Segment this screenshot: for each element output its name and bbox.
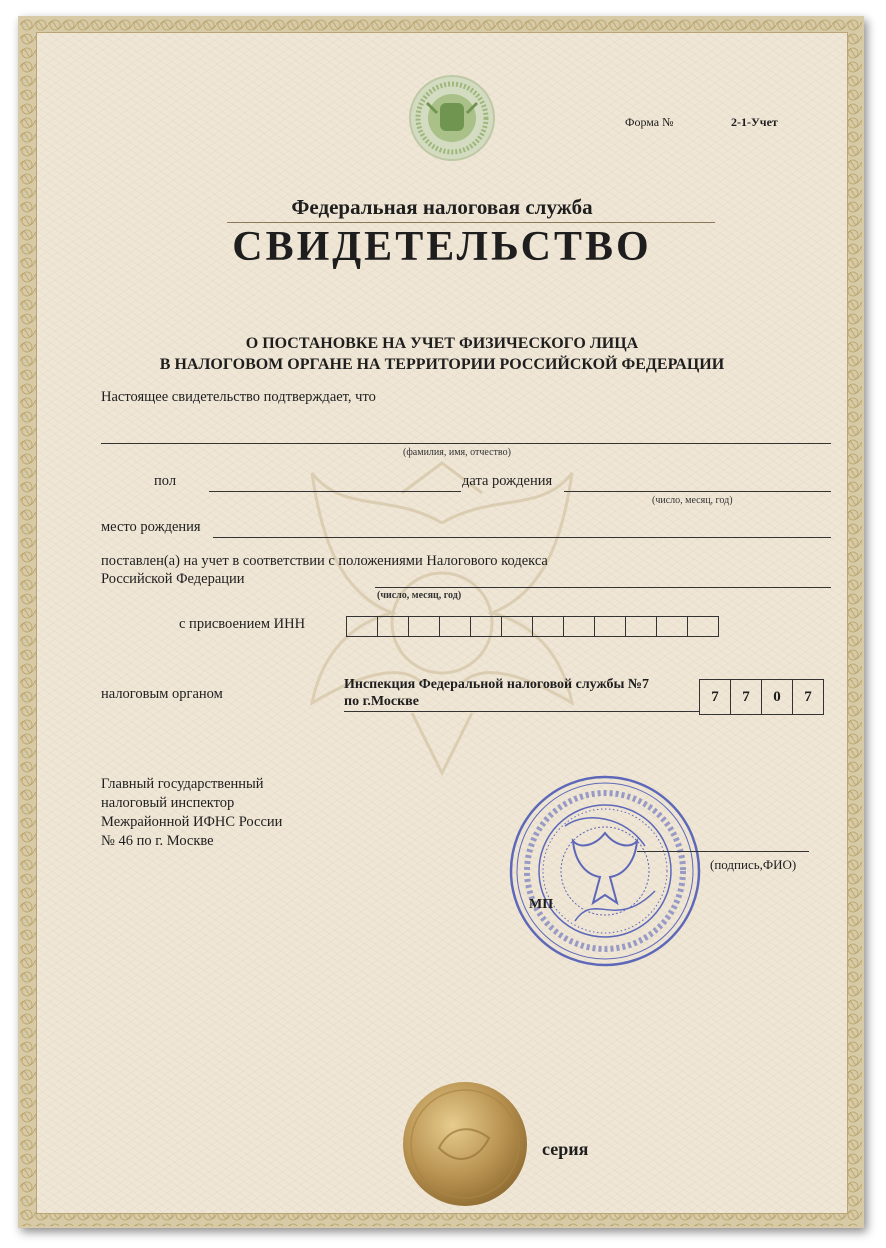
tax-code-digit: 7 — [792, 679, 824, 715]
certificate-sheet — [18, 16, 864, 1228]
certificate-body — [36, 32, 848, 1214]
signature-caption: (подпись,ФИО) — [710, 857, 797, 872]
birth-place-label: место рождения — [101, 519, 201, 535]
inn-digit-cell — [501, 616, 533, 637]
tax-authority-line — [344, 711, 699, 712]
series-label: серия — [542, 1139, 589, 1159]
intro-text: Настоящее свидетельство подтверждает, что — [101, 389, 376, 405]
agency-name: Федеральная налоговая служба — [291, 195, 593, 219]
form-number: 2-1-Учет — [731, 115, 778, 129]
signatory-line-4: № 46 по г. Москве — [101, 833, 214, 849]
inn-digit-cell — [625, 616, 657, 637]
tax-authority-line-2: по г.Москве — [344, 694, 419, 709]
inn-digit-cell — [470, 616, 502, 637]
hologram-emblem-icon — [407, 73, 497, 163]
subtitle-line-1: О ПОСТАНОВКЕ НА УЧЕТ ФИЗИЧЕСКОГО ЛИЦА — [245, 335, 639, 352]
signatory-line-3: Межрайонной ИФНС России — [101, 814, 283, 830]
inn-digit-cell — [594, 616, 626, 637]
inn-label: с присвоением ИНН — [179, 616, 306, 632]
inn-digit-cell — [408, 616, 440, 637]
sex-line — [209, 491, 461, 492]
tax-authority-label: налоговым органом — [101, 686, 223, 702]
inn-digit-cell — [563, 616, 595, 637]
birth-place-line — [213, 537, 831, 538]
sex-label: пол — [154, 473, 177, 489]
signatory-line-2: налоговый инспектор — [101, 795, 235, 811]
signatory-line-1: Главный государственный — [101, 776, 264, 792]
inn-digit-cell — [532, 616, 564, 637]
tax-code-digit: 7 — [730, 679, 762, 715]
gold-seal-icon — [399, 1078, 531, 1210]
birth-date-line — [564, 491, 831, 492]
registered-caption: (число, месяц, год) — [377, 590, 462, 601]
tax-authority-line-1: Инспекция Федеральной налоговой службы №7 — [344, 677, 649, 692]
signature-line — [637, 851, 809, 852]
official-stamp-icon — [505, 771, 705, 971]
tax-code-digit: 7 — [699, 679, 731, 715]
birth-date-label: дата рождения — [462, 473, 553, 489]
inn-digit-cell — [687, 616, 719, 637]
subtitle-line-2: В НАЛОГОВОМ ОРГАНЕ НА ТЕРРИТОРИИ РОССИЙСКОЙ ФЕДЕРАЦИИ — [159, 356, 725, 373]
name-line — [101, 443, 831, 444]
inn-digit-cell — [377, 616, 409, 637]
certificate-title: СВИДЕТЕЛЬСТВО — [232, 224, 652, 270]
inn-digit-cell — [439, 616, 471, 637]
birth-date-caption: (число, месяц, год) — [652, 495, 733, 506]
inn-digit-cell — [346, 616, 378, 637]
form-label: Форма № — [625, 115, 674, 129]
registered-line-1: поставлен(а) на учет в соответствии с положениями Налогового кодекса — [101, 553, 548, 569]
registered-date-line — [375, 587, 831, 588]
tax-code-digit: 0 — [761, 679, 793, 715]
name-caption: (фамилия, имя, отчество) — [403, 447, 511, 458]
registered-line-2: Российской Федерации — [101, 571, 245, 587]
inn-digit-cell — [656, 616, 688, 637]
seal-mark: МП — [529, 897, 554, 912]
